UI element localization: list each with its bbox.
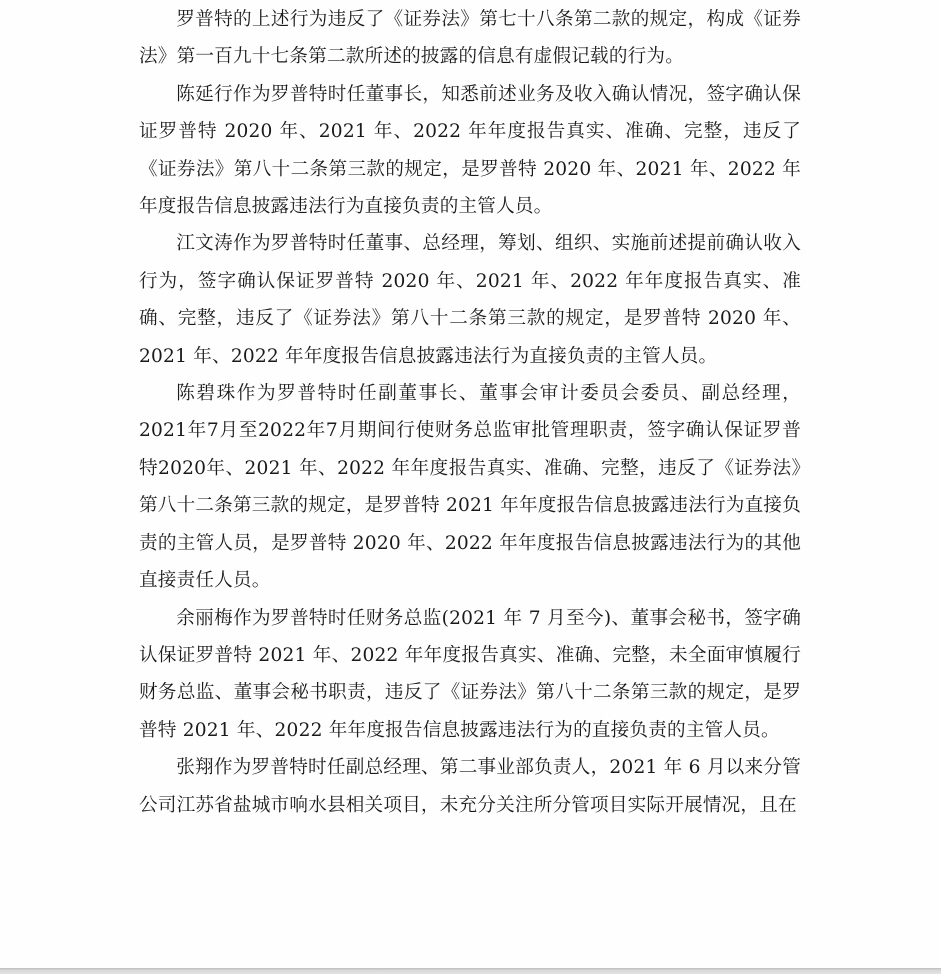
paragraph-zhang-xiang: 张翔作为罗普特时任副总经理、第二事业部负责人，2021 年 6 月以来分管公司江苏省盐城市响水县相关项目，未充分关注所分管项目实际开展情况，且在 (139, 757, 801, 816)
document-body (139, 1, 801, 824)
paragraph-yu-limei: 余丽梅作为罗普特时任财务总监(2021 年 7 月至今)、董事会秘书，签字确认保证罗普特 2021 年、2022 年年度报告真实、准确、完整，未全面审慎履行财务总监、董事会秘书职责，违反了《证券法》第八十二条第三款的规定，是罗普特 2021 年、2022 年年度报告信息披露违法行为的直接负责的主管人员。 (139, 607, 801, 741)
paragraph-jiang-wentao: 江文涛作为罗普特时任董事、总经理，筹划、组织、实施前述提前确认收入行为，签字确认保证罗普特 2020 年、2021 年、2022 年年度报告真实、准确、完整，违反了《证券法》第八十二条第三款的规定，是罗普特 2020 年、2021 年、2022 年年度报告信息披露违法行为直接负责的主管人员。 (139, 233, 801, 367)
paragraph-chen-bizhu: 陈碧珠作为罗普特时任副董事长、董事会审计委员会委员、副总经理，2021年7月至2022年7月期间行使财务总监审批管理职责，签字确认保证罗普特2020年、2021 年、2022 年年度报告真实、准确、完整，违反了《证券法》第八十二条第三款的规定，是罗普特 2021 年年度报告信息披露违法行为直接负责的主管人员，是罗普特 2020 年、2022 年年度报告信息披露违法行为的其他直接责任人员。 (139, 383, 801, 592)
paragraph-chen-yanxing: 陈延行作为罗普特时任董事长，知悉前述业务及收入确认情况，签字确认保证罗普特 2020 年、2021 年、2022 年年度报告真实、准确、完整，违反了《证券法》第八十二条第三款的规定，是罗普特 2020 年、2021 年、2022 年年度报告信息披露违法行为直接负责的主管人员。 (139, 83, 801, 218)
paragraph-violation-summary: 罗普特的上述行为违反了《证券法》第七十八条第二款的规定，构成《证券法》第一百九十七条第二款所述的披露的信息有虚假记载的行为。 (139, 9, 801, 68)
page-bottom-edge (0, 968, 941, 974)
